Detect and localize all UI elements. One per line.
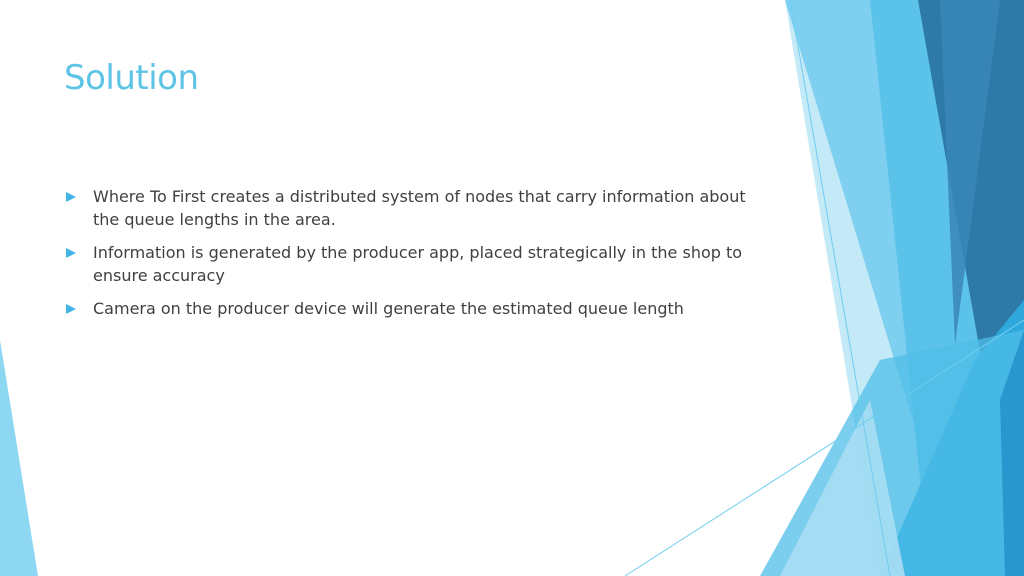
bullet-arrow-icon: [66, 192, 76, 202]
left-edge-shape: [0, 340, 38, 576]
bullet-item: [64, 297, 776, 320]
bullet-arrow-icon: [66, 248, 76, 258]
bullet-item: [64, 241, 776, 287]
bullet-text: Information is generated by the producer app, placed strategically in the shop to ensure accuracy: [93, 243, 743, 285]
bullet-arrow-icon: [66, 304, 76, 314]
slide-title: Solution: [64, 58, 199, 98]
bullet-item: [64, 185, 776, 231]
bullet-text: Camera on the producer device will generate the estimated queue length: [93, 299, 684, 318]
bullet-list: [64, 185, 776, 330]
bullet-text: Where To First creates a distributed system of nodes that carry information about the queue lengths in the area.: [93, 187, 746, 229]
